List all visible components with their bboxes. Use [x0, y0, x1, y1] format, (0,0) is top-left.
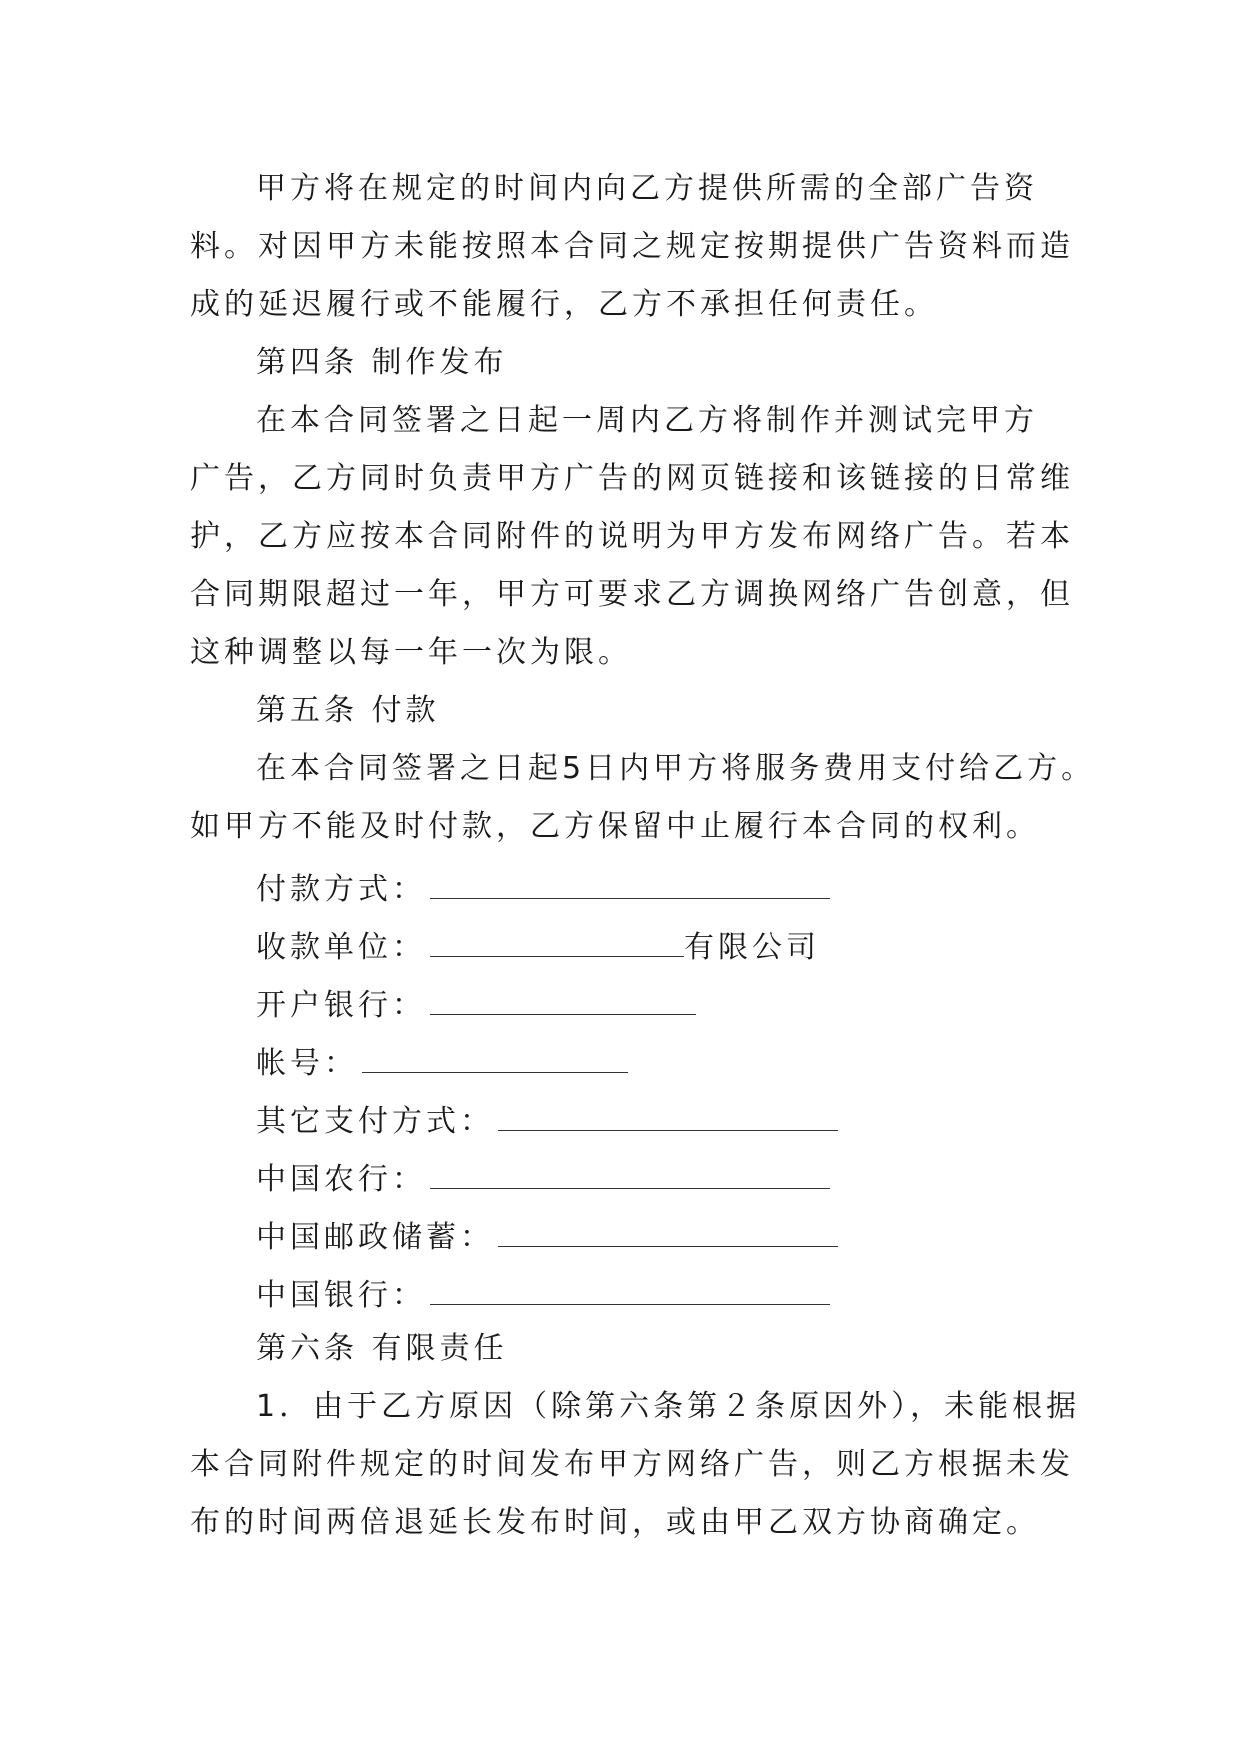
field-postal-savings	[190, 1204, 1050, 1262]
field-label: 开户银行：	[256, 988, 426, 1023]
field-label: 中国农行：	[256, 1162, 426, 1197]
field-label: 收款单位：	[256, 930, 426, 965]
fill-in-blank[interactable]	[362, 1030, 628, 1073]
field-label: 中国邮政储蓄：	[256, 1220, 494, 1255]
fill-in-blank[interactable]	[498, 1088, 838, 1131]
field-label: 帐号：	[256, 1046, 358, 1081]
fill-in-blank[interactable]	[430, 1262, 830, 1305]
paragraph-line: 如甲方不能及时付款，乙方保留中止履行本合同的权利。	[190, 809, 1040, 844]
fill-in-blank[interactable]	[430, 914, 684, 957]
field-payment-method	[190, 856, 1050, 914]
field-account-number	[190, 1030, 1050, 1088]
paragraph-line: 1．由于乙方原因（除第六条第２条原因外），未能根据	[256, 1389, 1081, 1424]
article-4-heading: 第四条 制作发布	[256, 345, 508, 380]
paragraph-line: 合同期限超过一年，甲方可要求乙方调换网络广告创意，但	[190, 577, 1074, 612]
field-suffix: 有限公司	[684, 930, 820, 965]
paragraph-line: 布的时间两倍退延长发布时间，或由甲乙双方协商确定。	[190, 1505, 1040, 1540]
field-label: 其它支付方式：	[256, 1104, 494, 1139]
field-label: 付款方式：	[256, 872, 426, 907]
field-label: 中国银行：	[256, 1278, 426, 1313]
fill-in-blank[interactable]	[498, 1204, 838, 1247]
paragraph-line: 广告，乙方同时负责甲方广告的网页链接和该链接的日常维	[190, 461, 1074, 496]
field-boc	[190, 1262, 1050, 1320]
contract-body	[190, 160, 1096, 1552]
payment-fields	[190, 856, 1050, 1320]
field-abc	[190, 1146, 1050, 1204]
paragraph-line: 成的延迟履行或不能履行，乙方不承担任何责任。	[190, 287, 938, 322]
fill-in-blank[interactable]	[430, 856, 830, 899]
paragraph-line: 料。对因甲方未能按照本合同之规定按期提供广告资料而造	[190, 229, 1074, 264]
article-4-paragraph	[190, 392, 1074, 682]
article-5-heading: 第五条 付款	[256, 693, 440, 728]
article-5-paragraph	[190, 740, 1096, 856]
paragraph-materials	[190, 160, 1074, 334]
field-bank	[190, 972, 1050, 1030]
paragraph-line: 这种调整以每一年一次为限。	[190, 635, 632, 670]
article-6-heading: 第六条 有限责任	[256, 1331, 508, 1366]
paragraph-line: 在本合同签署之日起一周内乙方将制作并测试完甲方	[256, 403, 1038, 438]
paragraph-line: 本合同附件规定的时间发布甲方网络广告，则乙方根据未发	[190, 1447, 1074, 1482]
fill-in-blank[interactable]	[430, 972, 696, 1015]
paragraph-line: 护，乙方应按本合同附件的说明为甲方发布网络广告。若本	[190, 519, 1074, 554]
paragraph-line: 在本合同签署之日起5日内甲方将服务费用支付给乙方。	[256, 751, 1096, 786]
field-payee	[190, 914, 1050, 972]
field-other-payment	[190, 1088, 1050, 1146]
article-6-paragraph	[190, 1378, 1081, 1552]
paragraph-line: 甲方将在规定的时间内向乙方提供所需的全部广告资	[256, 171, 1038, 206]
fill-in-blank[interactable]	[430, 1146, 830, 1189]
